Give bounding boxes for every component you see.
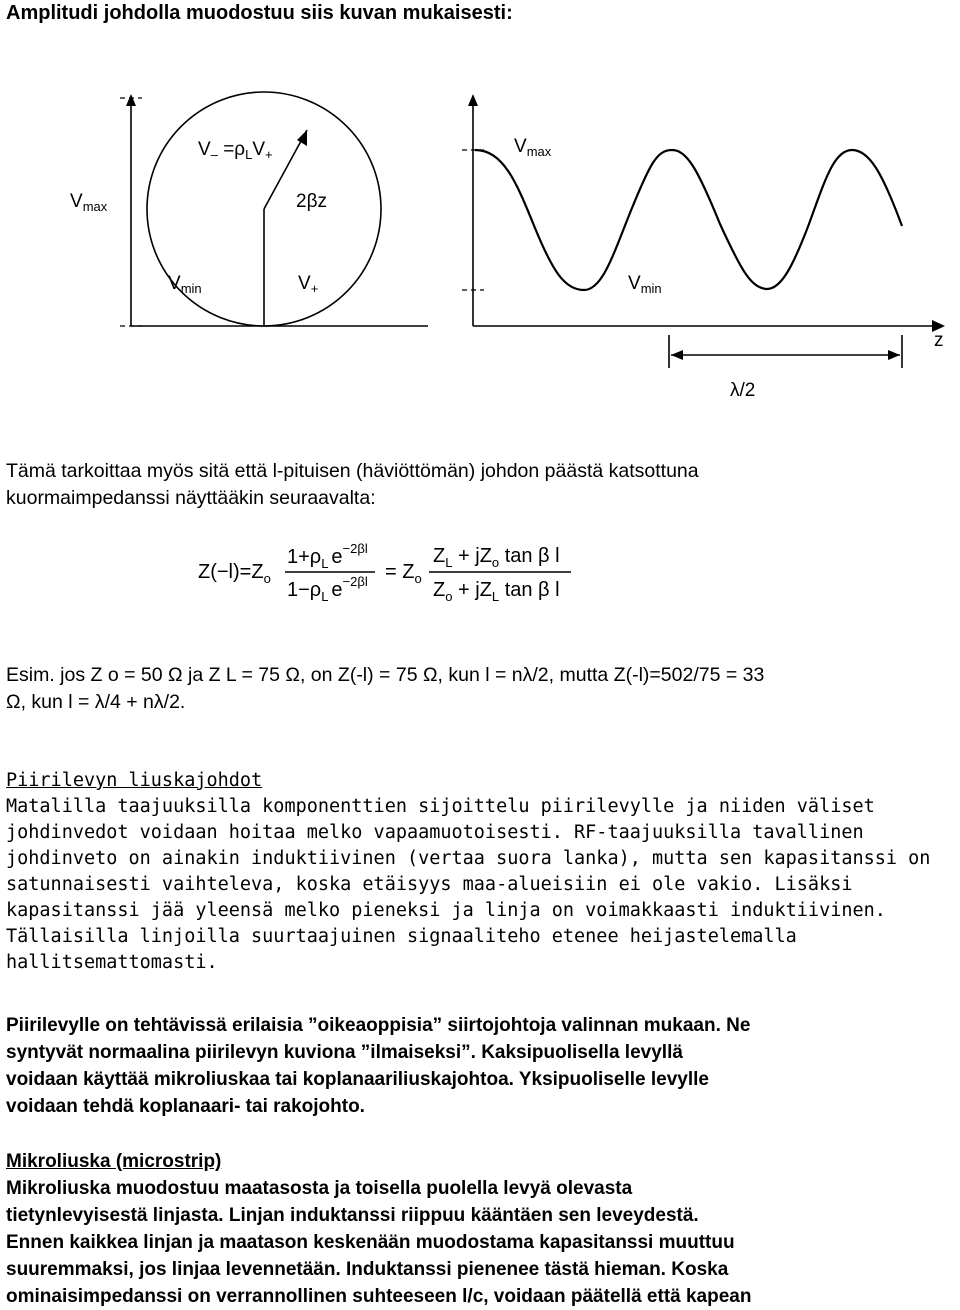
intro-paragraph: Tämä tarkoittaa myös sitä että l-pituisen (häviöttömän) johdon päästä katsottuna kuormaimpedanssi näyttääkin seuraavalta: [6, 460, 699, 509]
section-piirilevy: Piirilevyn liuskajohdot Matalilla taajuuksilla komponenttien sijoittelu piirilevylle ja niiden väliset johdinvedot voidaan hoitaa melko vapaamuotoisesti. RF-taajuuksilla tavallinen johdinveto on ainakin induktiivinen (vertaa suora lanka), mutta sen kapasitanssi on satunnaisesti vaihteleva, koska etäisyys maa-alueisiin ei ole vakio. Lisäksi kapasitanssi jää yleensä melko pieneksi ja linja on voimakkaasti induktiivinen. Tällaisilla linjoilla suurtaajuinen signaaliteho etenee heijastelemalla hallitsemattomasti. [6, 770, 931, 973]
eq-frac1-num: $1+\rho_L$ $e^{-2\beta l}$ [287, 541, 368, 571]
eq-frac1-den: $1-\rho_L$ $e^{-2\beta l}$ [287, 574, 368, 604]
label-right-vmin: $V_{min}$ [628, 273, 662, 296]
label-right-vmax: $V_{max}$ [514, 136, 552, 159]
siirtojohto-paragraph: Piirilevylle on tehtävissä erilaisia ”oikeaoppisia” siirtojohtoja valinnan mukaan. Ne syntyvät normaalina piirilevyn kuviona ”ilmaiseksi”. Kaksipuolisella levyllä voidaan käyttää mikroliuskaa tai koplanaariliuskajohtoa. Yksipuoliselle levylle voidaan tehdä koplanaari- tai rakojohto. [6, 1015, 751, 1117]
impedance-equation [195, 538, 795, 608]
label-left-vmin: $V_{min}$ [168, 273, 202, 296]
label-z-axis: z [934, 330, 944, 351]
eq-frac2-den: $Z_o + jZ_L$ tan β l [433, 579, 560, 604]
example-paragraph: Esim. jos Z o = 50 Ω ja Z L = 75 Ω, on Z(-l) = 75 Ω, kun l = nλ/2, mutta Z(-l)=502/75 = 33 Ω, kun l = λ/4 + nλ/2. [6, 664, 765, 713]
label-2betaz: 2βz [296, 191, 327, 212]
label-vminus: $V_- =\rho_LV_+$ [198, 139, 273, 162]
label-half-lambda: λ/2 [730, 380, 756, 401]
section-mikroliuska: Mikroliuska (microstrip) Mikroliuska muodostuu maatasosta ja toisella puolella levyä olevasta tietynlevyisestä linjasta. Linjan induktanssi riippuu kääntäen sen leveydestä. Ennen kaikkea linjan ja maatason keskenään muodostama kapasitanssi muuttuu suuremmaksi, jos linjaa levennetään. Induktanssi pienenee tästä hieman. Koska ominaisimpedanssi on verrannollinen suhteeseen l/c, voidaan päätellä että kapean [6, 1148, 751, 1310]
section-title-mikroliuska: Mikroliuska (microstrip) [6, 1151, 222, 1172]
label-left-vmax: $V_{max}$ [70, 191, 108, 214]
page-heading: Amplitudi johdolla muodostuu siis kuvan mukaisesti: [6, 2, 513, 24]
eq-frac2-num: $Z_L + jZ_o$ tan β l [433, 545, 560, 570]
eq-lhs: $Z(-l)=Z_o$ [198, 561, 271, 586]
eq-middle: = $Z_o$ [385, 561, 422, 586]
standing-wave-curve [475, 150, 902, 290]
standing-wave-figure [0, 80, 960, 510]
label-vplus: $V_+$ [298, 273, 319, 296]
section-title-liuskajohdot: Piirilevyn liuskajohdot [6, 770, 263, 791]
